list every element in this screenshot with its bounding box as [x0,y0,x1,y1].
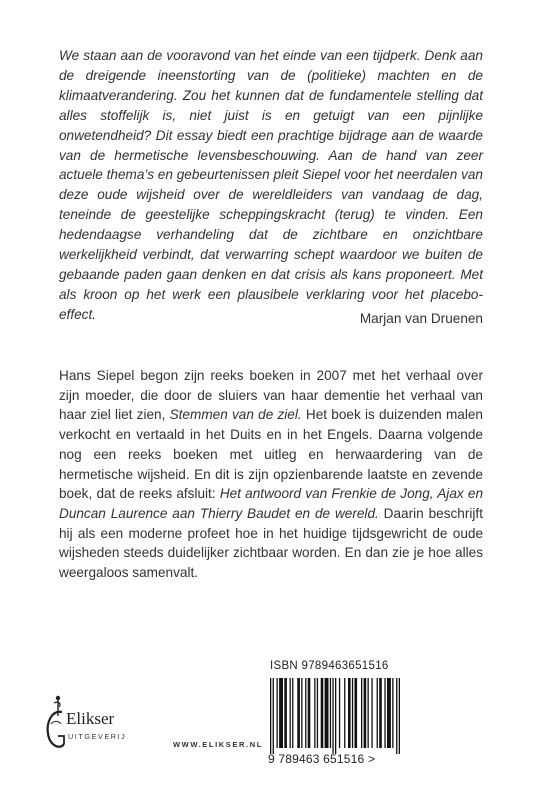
barcode-bar [325,678,329,748]
barcode-bar [332,678,333,754]
blurb-text: We staan aan de vooravond van het einde van een tijdperk. Denk aan de dreigende ineenstorting van de (politieke) machten en de klimaatverandering. Zou het kunnen dat de fundamentele stelling dat alles stoffelijk is, niet juist is en getuigt van een pijnlijke onwetendheid? Dit essay biedt een prachtige bijdrage aan de waarde van de hermetische levensbeschouwing. Aan de hand van zeer actuele thema’s en gebeurtenissen pleit Siepel voor het neerdalen van deze oude wijsheid over de wereldleiders van vandaag de dag, teneinde de geestelijke scheppingskracht (terug) te vinden. Een hedendaagse verhandeling dat de zichtbare en onzichtbare werkelijkheid verbindt, dat verwarring schept waardoor we buiten de gebaande paden gaan denken en dat crisis als kans proponeert. Met als kroon op het werk een plausibele verklaring voor het placebo-effect. [59,48,483,322]
publisher-website: WWW.ELIKSER.NL [173,740,263,749]
barcode-bar [348,678,351,748]
barcode-bar [301,678,302,748]
barcode-bar [321,678,324,748]
barcode-bar [396,678,397,754]
bio-paragraph [59,366,483,583]
barcode-bar [352,678,353,748]
barcode-bar [270,678,271,754]
publisher-emblem-icon [42,694,68,766]
barcode-bar [368,678,369,748]
bio-text-3: Daarin beschrijft hij als een moderne profeet hoe in het huidige tijdsgewricht de oude wijsheden steeds duidelijker zichtbaar worden. En dan zie je hoe alles weergaloos samenvalt. [59,505,483,581]
barcode-bar [355,678,358,748]
barcode-digits: 9 789463 651516 > [268,752,376,766]
author-bio [59,366,483,583]
barcode-bar [305,678,306,748]
barcode-bar [317,678,318,748]
book-title-2: Het antwoord van Frenkie de Jong, Ajax en Duncan Laurence aan Thierry Baudet en de wereld. [59,486,484,521]
barcode-bar [384,678,385,748]
barcode-bar [371,678,372,748]
barcode-bar [297,678,300,748]
publisher-logo [42,694,172,766]
barcode-bar [292,678,293,748]
barcode-bar [392,678,393,748]
quote-author: Marjan van Druenen [359,311,483,326]
barcode-bar [364,678,367,748]
barcode-bar [330,678,331,748]
book-title-1: Stemmen van de ziel. [169,407,302,423]
blurb-quote [59,46,483,325]
publisher-subtitle: UITGEVERIJ [68,732,127,741]
barcode-bar [314,678,315,748]
barcode-bar [399,678,400,754]
barcode-bar [335,678,336,754]
barcode-bar [377,678,378,748]
barcode-bar [361,678,362,748]
barcode-bar [279,678,283,748]
publisher-name: Elikser [66,709,115,728]
barcode-bar [339,678,340,748]
isbn-label: ISBN 9789463651516 [270,660,389,672]
isbn-barcode [268,678,448,754]
bio-text-1: Hans Siepel begon zijn reeks boeken in 2007 met het verhaal over zijn moeder, die door de sluiers van haar dementie het verhaal van haar ziel liet zien, [59,368,483,423]
bio-text-2: Het boek is duizenden malen verkocht en vertaald in het Duits en in het Engels. Daarna volgende nog een reeks boeken met uitleg en herwaardering van de hermetische wijsheid. En dit is zijn opzienbarende laatste en zevende boek, dat de reeks afsluit: [59,407,483,502]
barcode-bar [344,678,345,748]
barcode-bar [387,678,391,748]
barcode-bar [308,678,311,748]
barcode-bar [290,678,291,748]
barcode-bar [273,678,274,754]
barcode-bar [284,678,287,748]
barcode-bar [277,678,278,748]
barcode-bar [379,678,382,748]
